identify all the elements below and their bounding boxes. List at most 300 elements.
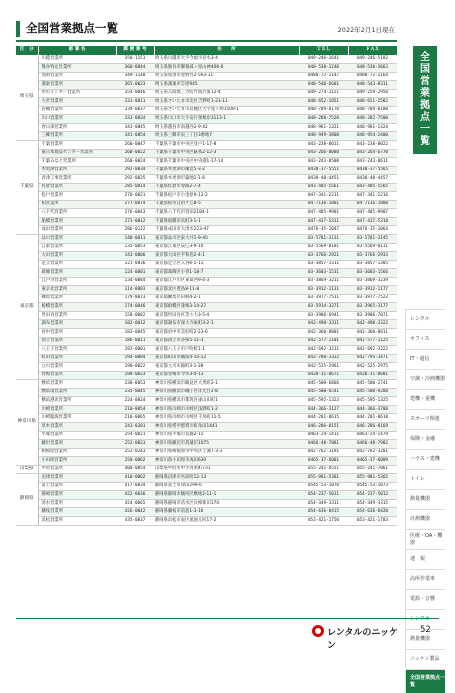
- table-row: [16, 517, 397, 526]
- postal-code: 260-0822: [116, 149, 154, 158]
- address: 東京都立川市錦町3-1-28: [154, 363, 299, 372]
- address: 東京都葛飾区小菅1-18-7: [154, 269, 299, 278]
- column-header: 部 署 名: [38, 46, 116, 55]
- office-name: 千葉みなと営業所: [38, 158, 116, 167]
- fax-number: 0545-53-1073: [348, 482, 397, 491]
- table-row: [16, 337, 397, 346]
- tel-number: 053-421-1750: [299, 517, 348, 526]
- table-row: [16, 132, 397, 141]
- table-row: [16, 89, 397, 98]
- table-row: [16, 200, 397, 209]
- postal-code: 341-0054: [116, 132, 154, 141]
- address: 千葉県八千代市萱田2184-1: [154, 209, 299, 218]
- table-row: [16, 149, 397, 158]
- fax-number: 044-201-8618: [348, 414, 397, 423]
- fax-number: 045-500-9288: [348, 388, 397, 397]
- fax-number: 0465-37-6009: [348, 457, 397, 466]
- table-row: [16, 269, 397, 278]
- address: 千葉県木更津市潮見5-3-2: [154, 166, 299, 175]
- address: 東京都国立市谷保5-11-3: [154, 337, 299, 346]
- fax-number: 04-7136-1808: [348, 200, 397, 209]
- address: 千葉県木更津市築地1-1-6: [154, 175, 299, 184]
- postal-code: 198-0023: [116, 371, 154, 380]
- office-name: 三郷営業所: [38, 132, 116, 141]
- fax-number: 03-3977-7522: [348, 294, 397, 303]
- office-name: 所沢インター営業所: [38, 89, 116, 98]
- postal-code: 140-0011: [116, 234, 154, 243]
- table-row: [16, 380, 397, 389]
- office-name: 藤枝営業所: [38, 508, 116, 517]
- table-row: [16, 457, 397, 466]
- page-header: [16, 18, 397, 42]
- footer-rule: [16, 618, 439, 619]
- tel-number: 042-762-3191: [299, 448, 348, 457]
- address: 千葉県佐倉市春路2-7-4: [154, 183, 299, 192]
- table-row: [16, 440, 397, 449]
- category-link[interactable]: IT・通信: [405, 349, 445, 369]
- table-row: [16, 303, 397, 312]
- office-name: 八王子営業所: [38, 346, 116, 355]
- office-name: 柏営業所: [38, 200, 116, 209]
- table-row: [16, 397, 397, 406]
- tel-number: 03-5781-3131: [299, 234, 348, 243]
- tel-number: 03-5914-3271: [299, 303, 348, 312]
- side-title-text: 全 国 営 業 拠 点 一 覧: [420, 52, 430, 147]
- address: 千葉県千葉市中央区登戸1-17-8: [154, 140, 299, 149]
- category-link[interactable]: レンタカー: [405, 609, 445, 629]
- fax-number: 055-981-5365: [348, 474, 397, 483]
- table-row: [16, 252, 397, 261]
- address: 神奈川県平塚市長瀞2-15: [154, 431, 299, 440]
- office-name: 鴻巣営業所: [38, 81, 116, 90]
- tel-number: 0438-37-5551: [299, 166, 348, 175]
- fax-number: 0428-31-0681: [348, 371, 397, 380]
- tel-number: 0466-48-7881: [299, 440, 348, 449]
- tel-number: 043-485-5561: [299, 183, 348, 192]
- table-row: [16, 388, 397, 397]
- postal-code: 254-0021: [116, 431, 154, 440]
- column-header: 住 所: [154, 46, 299, 55]
- as-of-date: 2022年2月1日現在: [337, 26, 395, 34]
- category-link[interactable]: スポーツ関連: [405, 409, 445, 429]
- address: 千葉県千葉市中央区中央港1-17-14: [154, 158, 299, 167]
- postal-code: 224-0024: [116, 397, 154, 406]
- table-row: [16, 115, 397, 124]
- fax-number: 054-349-3315: [348, 499, 397, 508]
- fax-number: 049-246-5182: [348, 55, 397, 64]
- address: 神奈川県横浜市鶴見区大黒町2-1: [154, 380, 299, 389]
- tel-number: 0476-35-1047: [299, 226, 348, 235]
- tel-number: 03-3766-2921: [299, 252, 348, 261]
- address: 東京都足立区入谷6-1-11: [154, 260, 299, 269]
- table-row: [16, 482, 397, 491]
- address: 東京都江東区辰巳3-9-10: [154, 243, 299, 252]
- category-link[interactable]: 保険・金融: [405, 429, 445, 449]
- region-cell: 埼玉県: [16, 55, 38, 140]
- office-name: 千葉営業所: [38, 140, 116, 149]
- category-link[interactable]: オフィス: [405, 329, 445, 349]
- address: 埼玉県川越市大字今福字岩水3-4: [154, 55, 299, 64]
- fax-number: 054-636-8420: [348, 508, 397, 517]
- tel-number: 04-7136-1801: [299, 200, 348, 209]
- address: 神奈川県相模原市中央区上溝7-3-3: [154, 448, 299, 457]
- office-name: 甲府営業所: [38, 465, 116, 474]
- category-link[interactable]: トイレ: [405, 469, 445, 489]
- tel-number: 043-238-0011: [299, 140, 348, 149]
- address: 埼玉県さいたま市北区吉野町1-23-11: [154, 98, 299, 107]
- postal-code: 354-0046: [116, 89, 154, 98]
- office-name: 平塚営業所: [38, 431, 116, 440]
- office-name: 加須営業所: [38, 72, 116, 81]
- fax-number: 0463-24-1479: [348, 431, 397, 440]
- office-name: 品川営業所: [38, 234, 116, 243]
- office-name: 横浜営業所: [38, 380, 116, 389]
- office-name: 調布営業所: [38, 320, 116, 329]
- tel-number: 055-241-4551: [299, 465, 348, 474]
- address: 埼玉県越谷市南越谷2-9-42: [154, 123, 299, 132]
- address: 埼玉県入間郡三芳町竹間沢東12-4: [154, 89, 299, 98]
- office-name: 練馬営業所: [38, 294, 116, 303]
- office-name: 東京北営業所: [38, 286, 116, 295]
- table-header-row: [16, 46, 397, 55]
- tel-number: 045-500-6866: [299, 380, 348, 389]
- table-row: [16, 243, 397, 252]
- postal-code: 286-0122: [116, 226, 154, 235]
- table-row: [16, 448, 397, 457]
- office-name: 葛飾営業所: [38, 269, 116, 278]
- address: 東京都練馬区田柄4-2-1: [154, 294, 299, 303]
- postal-code: 124-0001: [116, 269, 154, 278]
- table-row: [16, 414, 397, 423]
- fax-number: 047-437-5318: [348, 217, 397, 226]
- table-row: [16, 260, 397, 269]
- table-row: [16, 431, 397, 440]
- fax-number: 044-366-3700: [348, 405, 397, 414]
- brand-name: レンタルのニッケン: [327, 628, 399, 651]
- postal-code: 190-0022: [116, 363, 154, 372]
- category-link[interactable]: ハウス・建機: [405, 449, 445, 469]
- tel-number: 0428-31-0671: [299, 371, 348, 380]
- postal-code: 192-0001: [116, 346, 154, 355]
- table-row: [16, 294, 397, 303]
- column-header: ＦＡＸ: [348, 46, 397, 55]
- table-row: [16, 106, 397, 115]
- postal-code: 424-0065: [116, 499, 154, 508]
- region-cell: 千葉県: [16, 140, 38, 234]
- fax-number: 0480-72-1164: [348, 72, 397, 81]
- address: 静岡県静岡市清水区長崎新田170: [154, 499, 299, 508]
- address: 神奈川県横浜市都筑区東山田町1: [154, 397, 299, 406]
- postal-code: 292-0834: [116, 166, 154, 175]
- office-name: 厚木営業所: [38, 423, 116, 432]
- category-link[interactable]: 測量機器: [405, 489, 445, 509]
- tel-number: 046-286-0151: [299, 423, 348, 432]
- postal-code: 360-0844: [116, 64, 154, 73]
- tel-number: 047-485-9901: [299, 209, 348, 218]
- fax-number: 0438-40-4457: [348, 175, 397, 184]
- fax-number: 047-341-2216: [348, 192, 397, 201]
- postal-code: 179-0073: [116, 294, 154, 303]
- tel-number: 03-3603-1531: [299, 269, 348, 278]
- address: 東京都北区豊島8-11-8: [154, 286, 299, 295]
- tel-number: 0480-72-1147: [299, 72, 348, 81]
- postal-code: 276-0043: [116, 209, 154, 218]
- fax-number: 03-3906-7071: [348, 311, 397, 320]
- office-name: 沼津営業所: [38, 474, 116, 483]
- address: 千葉県松戸市小金原9-12-2: [154, 192, 299, 201]
- fax-number: 053-421-1783: [348, 517, 397, 526]
- tel-number: 042-692-3211: [299, 346, 348, 355]
- table-row: [16, 311, 397, 320]
- address: 静岡県沼津市宮前町12-13: [154, 474, 299, 483]
- postal-code: 331-0811: [116, 98, 154, 107]
- fax-number: 042-490-3322: [348, 320, 397, 329]
- address: 埼玉県熊谷市御稜威ヶ原山神406-6: [154, 64, 299, 73]
- table-row: [16, 346, 397, 355]
- tel-number: 055-981-5361: [299, 474, 348, 483]
- tel-number: 042-490-3311: [299, 320, 348, 329]
- table-row: [16, 329, 397, 338]
- category-link[interactable]: 全国営業拠点一覧: [405, 669, 445, 693]
- office-name: 大田営業所: [38, 252, 116, 261]
- office-name: 春日部営業所: [38, 123, 116, 132]
- fax-number: 0438-37-5565: [348, 166, 397, 175]
- address: 埼玉県鴻巣市笠原945: [154, 81, 299, 90]
- postal-code: 135-0053: [116, 243, 154, 252]
- column-header: 郵 便 番 号: [116, 46, 154, 55]
- tel-number: 042-360-8801: [299, 329, 348, 338]
- postal-code: 260-0024: [116, 158, 154, 167]
- tel-number: 048-652-1051: [299, 98, 348, 107]
- office-name: 佐倉営業所: [38, 183, 116, 192]
- tel-number: 048-949-3800: [299, 132, 348, 141]
- fax-number: 03-5569-0111: [348, 243, 397, 252]
- office-name: 相模原営業所: [38, 448, 116, 457]
- address: 神奈川県愛甲郡愛川町角田1441: [154, 423, 299, 432]
- postal-code: 143-0006: [116, 252, 154, 261]
- tel-number: 044-201-8615: [299, 414, 348, 423]
- address: 東京都品川区東大井1-9-40: [154, 234, 299, 243]
- table-row: [16, 277, 397, 286]
- region-cell: 山梨県: [16, 465, 38, 474]
- category-link[interactable]: 速 報: [405, 549, 445, 569]
- table-row: [16, 491, 397, 500]
- tel-number: 049-274-3121: [299, 89, 348, 98]
- office-name: 大宮営業所: [38, 98, 116, 107]
- fax-number: 0476-35-1064: [348, 226, 397, 235]
- fax-number: 049-259-2950: [348, 89, 397, 98]
- header-accent-bar: [16, 21, 20, 37]
- table-row: [16, 192, 397, 201]
- office-name: 足立営業所: [38, 260, 116, 269]
- fax-number: 043-243-8611: [348, 158, 397, 167]
- address: 千葉県柏市自由ケ丘8-5: [154, 200, 299, 209]
- office-name: 府中営業所: [38, 329, 116, 338]
- address: 東京都府中市美好町2-23-6: [154, 329, 299, 338]
- page-footer: [0, 610, 455, 651]
- table-row: [16, 209, 397, 218]
- table-row: [16, 354, 397, 363]
- fax-number: 042-577-1125: [348, 337, 397, 346]
- address: 千葉県成田市大清水223-47: [154, 226, 299, 235]
- fax-number: 042-762-3201: [348, 448, 397, 457]
- tel-number: 048-530-3240: [299, 64, 348, 73]
- fax-number: 048-961-1324: [348, 123, 397, 132]
- table-row: [16, 158, 397, 167]
- address: 静岡県富士市津田299-6: [154, 482, 299, 491]
- category-link[interactable]: レンタル: [405, 309, 445, 329]
- fax-number: 045-595-1325: [348, 397, 397, 406]
- table-row: [16, 371, 397, 380]
- address: 神奈川県藤沢市菖蒲沢1075: [154, 440, 299, 449]
- postal-code: 194-0004: [116, 354, 154, 363]
- tel-number: 047-437-5311: [299, 217, 348, 226]
- postal-code: 285-0814: [116, 183, 154, 192]
- category-link[interactable]: 測量機器: [405, 629, 445, 649]
- postal-code: 230-0053: [116, 380, 154, 389]
- tel-number: 0465-37-6001: [299, 457, 348, 466]
- office-name: 川越営業所: [38, 55, 116, 64]
- office-name: 横浜南営業所: [38, 388, 116, 397]
- table-row: [16, 140, 397, 149]
- fax-number: 045-500-2741: [348, 380, 397, 389]
- address: 神奈川県川崎市川崎区千鳥町11-5: [154, 414, 299, 423]
- postal-code: 343-0845: [116, 123, 154, 132]
- table-row: [16, 81, 397, 90]
- postal-code: 273-0012: [116, 217, 154, 226]
- postal-code: 183-0045: [116, 329, 154, 338]
- fax-number: 043-264-6770: [348, 149, 397, 158]
- fax-number: 055-241-7061: [348, 465, 397, 474]
- address: 東京都町田市鶴間4-10-12: [154, 354, 299, 363]
- fax-number: 048-543-8311: [348, 81, 397, 90]
- tel-number: 047-341-2211: [299, 192, 348, 201]
- tel-number: 03-3857-1311: [299, 260, 348, 269]
- address: 静岡県静岡市駿河区敷地2-11-1: [154, 491, 299, 500]
- postal-code: 210-0854: [116, 405, 154, 414]
- address: 神奈川県横浜市磯子区洋光台2-8: [154, 388, 299, 397]
- table-body: [16, 55, 397, 525]
- tel-number: 0438-40-4451: [299, 175, 348, 184]
- brand-logo: [312, 624, 402, 651]
- address: 埼玉県三郷市泉三丁目3番地7: [154, 132, 299, 141]
- category-link[interactable]: 建機・重機: [405, 389, 445, 409]
- tel-number: 048-540-6601: [299, 81, 348, 90]
- fax-number: 043-238-0022: [348, 140, 397, 149]
- branch-table: [16, 46, 398, 526]
- tel-number: 042-788-3322: [299, 354, 348, 363]
- tel-number: 03-3977-7511: [299, 294, 348, 303]
- category-link[interactable]: 空調・冷熱機器: [405, 369, 445, 389]
- table-row: [16, 286, 397, 295]
- address: 静岡県藤枝市前島1-3-16: [154, 508, 299, 517]
- address: 埼玉県加須市豊野台2-563-11: [154, 72, 299, 81]
- fax-number: 03-3766-2933: [348, 252, 397, 261]
- postal-code: 260-0047: [116, 140, 154, 149]
- postal-code: 252-0243: [116, 448, 154, 457]
- fax-number: 042-525-2975: [348, 363, 397, 372]
- address: 神奈川県小田原市成田630: [154, 457, 299, 466]
- table-row: [16, 98, 397, 107]
- address: 千葉県千葉市中央区蘇我2-12-3: [154, 149, 299, 158]
- office-name: 川崎臨海営業所: [38, 414, 116, 423]
- table-row: [16, 474, 397, 483]
- office-name: 熊谷特定営業所: [38, 64, 116, 73]
- logo-mark-icon: [312, 625, 324, 637]
- office-name: 藤沢営業所: [38, 440, 116, 449]
- address: 東京都調布市深大寺東町3-2-1: [154, 320, 299, 329]
- tel-number: 045-500-6541: [299, 388, 348, 397]
- postal-code: 243-0301: [116, 423, 154, 432]
- postal-code: 121-0836: [116, 260, 154, 269]
- table-row: [16, 166, 397, 175]
- postal-code: 410-0062: [116, 474, 154, 483]
- office-name: 富士営業所: [38, 482, 116, 491]
- office-name: 成田営業所: [38, 226, 116, 235]
- address: 神奈川県川崎市川崎区浅野町1-2: [154, 405, 299, 414]
- fax-number: 046-286-0169: [348, 423, 397, 432]
- fax-number: 048-530-3663: [348, 64, 397, 73]
- region-cell: 静岡県: [16, 474, 38, 525]
- category-link[interactable]: 計測機器: [405, 509, 445, 529]
- fax-number: 048-789-8180: [348, 106, 397, 115]
- postal-code: 349-1148: [116, 72, 154, 81]
- postal-code: 186-0011: [116, 337, 154, 346]
- fax-number: 042-795-3471: [348, 354, 397, 363]
- office-name: 静岡営業所: [38, 491, 116, 500]
- office-name: 松戸営業所: [38, 192, 116, 201]
- table-row: [16, 123, 397, 132]
- column-header: 区 分: [16, 46, 38, 55]
- office-name: 岩槻営業所: [38, 106, 116, 115]
- postal-code: 292-0835: [116, 175, 154, 184]
- office-name: 川崎営業所: [38, 405, 116, 414]
- category-link[interactable]: 医療・OA・機器: [405, 529, 445, 549]
- region-cell: 東京都: [16, 234, 38, 379]
- category-link[interactable]: 電源・音響: [405, 589, 445, 609]
- office-name: 小田原営業所: [38, 457, 116, 466]
- category-link[interactable]: ニッケン製品: [405, 649, 445, 669]
- tel-number: 043-266-0080: [299, 149, 348, 158]
- office-name: 船橋営業所: [38, 217, 116, 226]
- office-name: 江東営業所: [38, 243, 116, 252]
- fax-number: 047-485-9907: [348, 209, 397, 218]
- postal-code: 435-0037: [116, 517, 154, 526]
- tel-number: 048-789-8170: [299, 106, 348, 115]
- office-name: 江戸川営業所: [38, 277, 116, 286]
- fax-number: 0466-48-7982: [348, 440, 397, 449]
- postal-code: 333-0834: [116, 115, 154, 124]
- table-row: [16, 320, 397, 329]
- office-name: 八千代営業所: [38, 209, 116, 218]
- tel-number: 054-636-8415: [299, 508, 348, 517]
- postal-code: 339-0037: [116, 106, 154, 115]
- tel-number: 043-243-8500: [299, 158, 348, 167]
- category-link[interactable]: 高所作業車: [405, 569, 445, 589]
- address: 東京都青梅市今井3-4-13: [154, 371, 299, 380]
- office-name: 木更津営業所: [38, 166, 116, 175]
- postal-code: 417-0034: [116, 482, 154, 491]
- table-row: [16, 363, 397, 372]
- postal-code: 158-0082: [116, 311, 154, 320]
- postal-code: 426-0042: [116, 508, 154, 517]
- postal-code: 235-0045: [116, 388, 154, 397]
- fax-number: 043-485-5565: [348, 183, 397, 192]
- postal-code: 365-0023: [116, 81, 154, 90]
- postal-code: 422-8036: [116, 491, 154, 500]
- postal-code: 252-0823: [116, 440, 154, 449]
- office-name: 町田営業所: [38, 354, 116, 363]
